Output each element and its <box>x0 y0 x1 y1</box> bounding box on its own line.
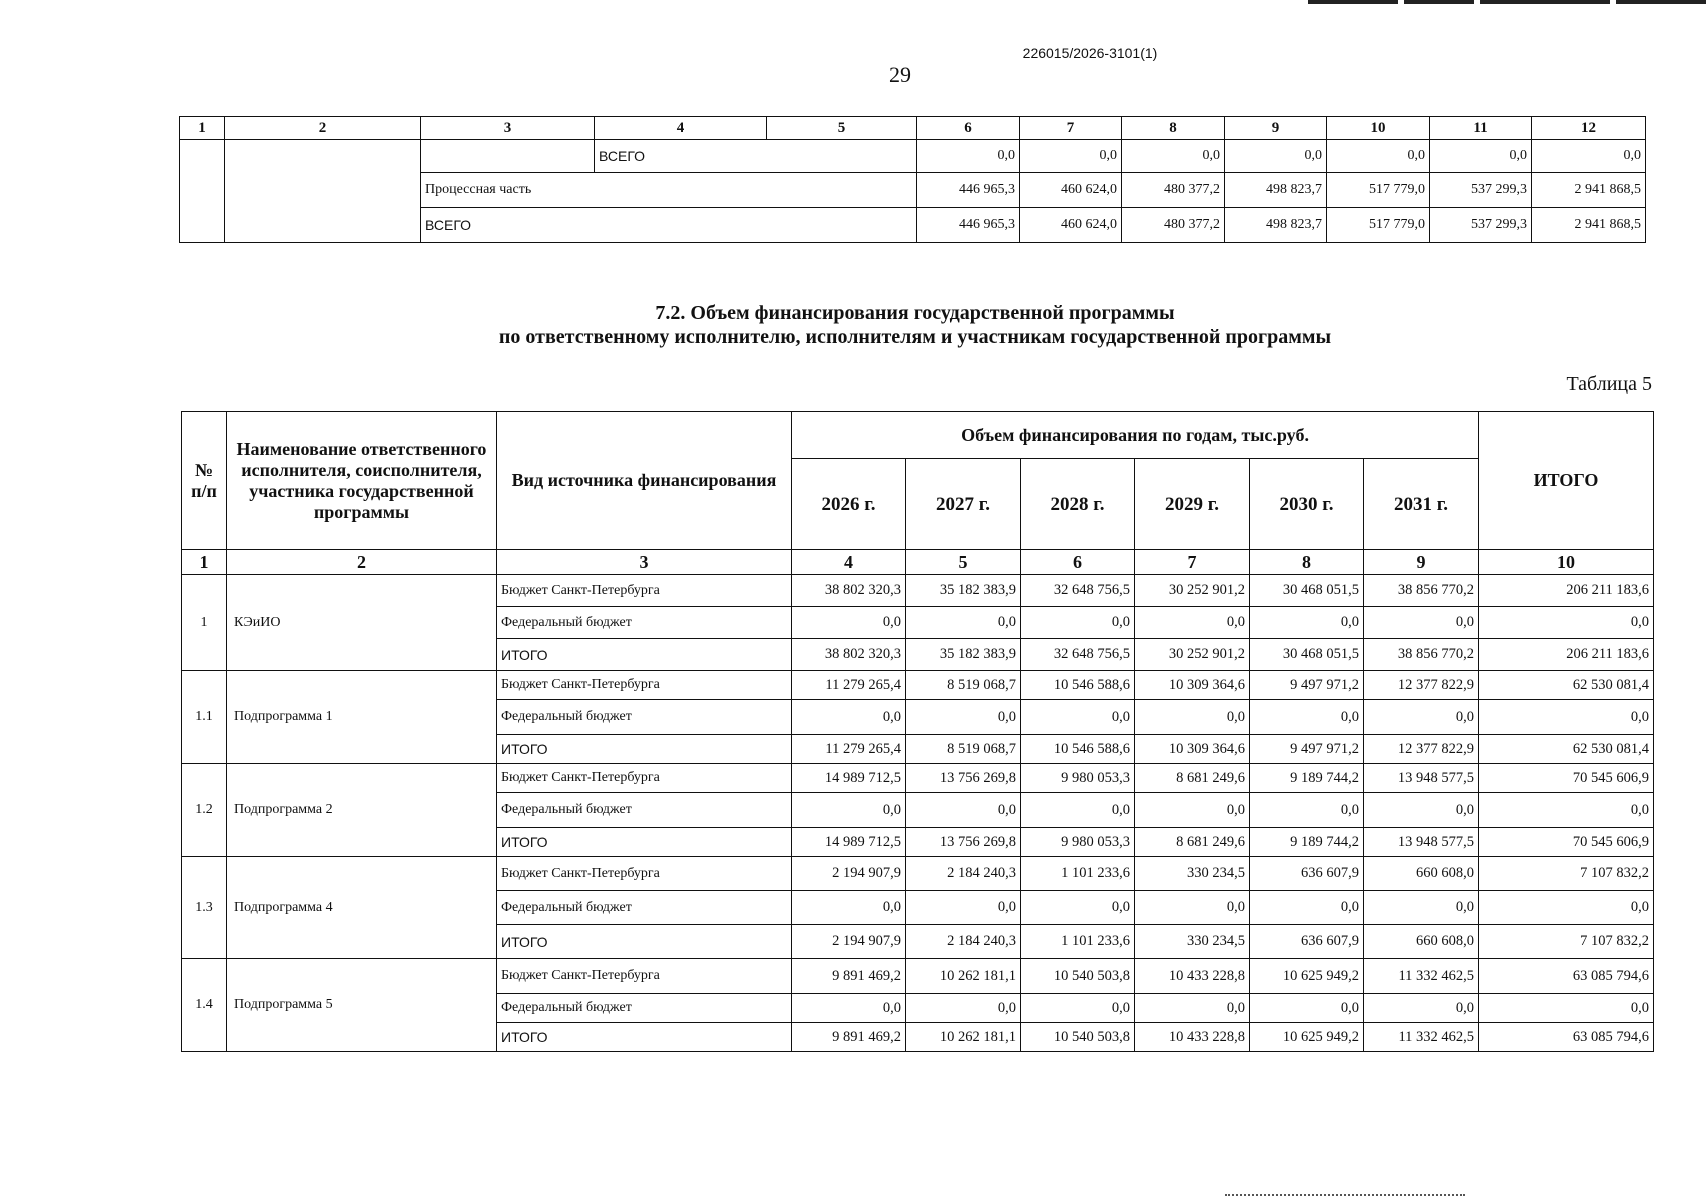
value-cell: 10 625 949,2 <box>1250 959 1364 994</box>
value-cell: 8 519 068,7 <box>906 671 1021 700</box>
value-cell: 9 189 744,2 <box>1250 828 1364 857</box>
value-cell: 0,0 <box>1122 140 1225 173</box>
empty-cell <box>225 140 421 243</box>
column-number: 4 <box>595 117 767 140</box>
value-cell: 14 989 712,5 <box>792 828 906 857</box>
value-cell: 9 891 469,2 <box>792 959 906 994</box>
column-number: 12 <box>1532 117 1646 140</box>
total-cell: 0,0 <box>1479 700 1654 735</box>
header-total: ИТОГО <box>1479 412 1654 550</box>
value-cell: 13 756 269,8 <box>906 828 1021 857</box>
value-cell: 13 948 577,5 <box>1364 764 1479 793</box>
value-cell: 2 941 868,5 <box>1532 173 1646 208</box>
table-label: Таблица 5 <box>1566 373 1652 395</box>
value-cell: 30 468 051,5 <box>1250 575 1364 607</box>
value-cell: 0,0 <box>1021 793 1135 828</box>
total-cell: 7 107 832,2 <box>1479 857 1654 891</box>
group-name: Подпрограмма 1 <box>227 671 497 764</box>
group-name: Подпрограмма 5 <box>227 959 497 1052</box>
source-label: Бюджет Санкт-Петербурга <box>497 857 792 891</box>
source-label: Федеральный бюджет <box>497 793 792 828</box>
table-row <box>180 140 1646 173</box>
table-row <box>182 575 1654 607</box>
value-cell: 0,0 <box>906 700 1021 735</box>
value-cell: 10 540 503,8 <box>1021 1023 1135 1052</box>
value-cell: 0,0 <box>1225 140 1327 173</box>
column-number: 4 <box>792 550 906 575</box>
source-label: Федеральный бюджет <box>497 891 792 925</box>
value-cell: 38 856 770,2 <box>1364 639 1479 671</box>
value-cell: 30 252 901,2 <box>1135 575 1250 607</box>
value-cell: 0,0 <box>1021 994 1135 1023</box>
page-number: 29 <box>889 62 911 87</box>
value-cell: 10 262 181,1 <box>906 1023 1021 1052</box>
total-cell: 0,0 <box>1479 607 1654 639</box>
year-2030: 2030 г. <box>1250 459 1364 550</box>
value-cell: 9 497 971,2 <box>1250 735 1364 764</box>
value-cell: 32 648 756,5 <box>1021 639 1135 671</box>
value-cell: 0,0 <box>792 994 906 1023</box>
value-cell: 13 948 577,5 <box>1364 828 1479 857</box>
value-cell: 0,0 <box>1250 891 1364 925</box>
total-cell: 0,0 <box>1479 994 1654 1023</box>
value-cell: 0,0 <box>1135 607 1250 639</box>
value-cell: 0,0 <box>1364 607 1479 639</box>
value-cell: 13 756 269,8 <box>906 764 1021 793</box>
column-number-row <box>180 117 1646 140</box>
value-cell: 0,0 <box>1250 994 1364 1023</box>
source-label: Бюджет Санкт-Петербурга <box>497 764 792 793</box>
value-cell: 517 779,0 <box>1327 208 1430 243</box>
group-name: Подпрограмма 2 <box>227 764 497 857</box>
value-cell: 446 965,3 <box>917 173 1020 208</box>
value-cell: 0,0 <box>1364 700 1479 735</box>
year-2029: 2029 г. <box>1135 459 1250 550</box>
value-cell: 38 802 320,3 <box>792 575 906 607</box>
value-cell: 0,0 <box>1364 891 1479 925</box>
value-cell: 10 433 228,8 <box>1135 1023 1250 1052</box>
value-cell: 2 184 240,3 <box>906 857 1021 891</box>
value-cell: 10 625 949,2 <box>1250 1023 1364 1052</box>
group-subprogram-4 <box>182 857 1654 959</box>
year-2028: 2028 г. <box>1021 459 1135 550</box>
column-number: 3 <box>497 550 792 575</box>
value-cell: 0,0 <box>792 607 906 639</box>
group-subprogram-5 <box>182 959 1654 1052</box>
column-number: 5 <box>906 550 1021 575</box>
value-cell: 9 497 971,2 <box>1250 671 1364 700</box>
row-label: Процессная часть <box>421 173 917 208</box>
table-row <box>182 857 1654 891</box>
value-cell: 0,0 <box>792 700 906 735</box>
value-cell: 0,0 <box>1250 793 1364 828</box>
total-cell: 62 530 081,4 <box>1479 735 1654 764</box>
header-name: Наименование ответственного исполнителя, соисполнителя, участника государственной программы <box>227 412 497 550</box>
value-cell: 1 101 233,6 <box>1021 925 1135 959</box>
table-row <box>182 764 1654 793</box>
total-cell: 206 211 183,6 <box>1479 639 1654 671</box>
value-cell: 480 377,2 <box>1122 208 1225 243</box>
value-cell: 32 648 756,5 <box>1021 575 1135 607</box>
value-cell: 2 184 240,3 <box>906 925 1021 959</box>
column-number: 10 <box>1479 550 1654 575</box>
value-cell: 10 262 181,1 <box>906 959 1021 994</box>
source-label: Федеральный бюджет <box>497 607 792 639</box>
total-cell: 63 085 794,6 <box>1479 1023 1654 1052</box>
value-cell: 8 681 249,6 <box>1135 764 1250 793</box>
value-cell: 0,0 <box>1020 140 1122 173</box>
value-cell: 636 607,9 <box>1250 925 1364 959</box>
value-cell: 330 234,5 <box>1135 925 1250 959</box>
column-number: 5 <box>767 117 917 140</box>
value-cell: 0,0 <box>1135 891 1250 925</box>
value-cell: 2 941 868,5 <box>1532 208 1646 243</box>
scan-bottom-marks <box>1225 1194 1465 1202</box>
total-cell: 206 211 183,6 <box>1479 575 1654 607</box>
value-cell: 0,0 <box>792 891 906 925</box>
group-index: 1.1 <box>182 671 227 764</box>
value-cell: 517 779,0 <box>1327 173 1430 208</box>
column-number: 1 <box>182 550 227 575</box>
value-cell: 30 468 051,5 <box>1250 639 1364 671</box>
value-cell: 446 965,3 <box>917 208 1020 243</box>
value-cell: 0,0 <box>1250 607 1364 639</box>
column-number: 9 <box>1364 550 1479 575</box>
header-num: № п/п <box>182 412 227 550</box>
value-cell: 0,0 <box>1135 700 1250 735</box>
column-number: 9 <box>1225 117 1327 140</box>
group-subprogram-1 <box>182 671 1654 764</box>
column-number: 6 <box>1021 550 1135 575</box>
column-number: 2 <box>225 117 421 140</box>
value-cell: 480 377,2 <box>1122 173 1225 208</box>
value-cell: 11 332 462,5 <box>1364 1023 1479 1052</box>
value-cell: 0,0 <box>1364 994 1479 1023</box>
group-index: 1.4 <box>182 959 227 1052</box>
value-cell: 8 681 249,6 <box>1135 828 1250 857</box>
value-cell: 10 433 228,8 <box>1135 959 1250 994</box>
value-cell: 11 279 265,4 <box>792 735 906 764</box>
source-label: ИТОГО <box>497 639 792 671</box>
value-cell: 0,0 <box>1364 793 1479 828</box>
value-cell: 660 608,0 <box>1364 857 1479 891</box>
value-cell: 0,0 <box>1532 140 1646 173</box>
column-number: 1 <box>180 117 225 140</box>
value-cell: 8 519 068,7 <box>906 735 1021 764</box>
value-cell: 537 299,3 <box>1430 208 1532 243</box>
value-cell: 11 332 462,5 <box>1364 959 1479 994</box>
value-cell: 12 377 822,9 <box>1364 671 1479 700</box>
value-cell: 0,0 <box>1021 891 1135 925</box>
group-name: Подпрограмма 4 <box>227 857 497 959</box>
value-cell: 0,0 <box>792 793 906 828</box>
value-cell: 460 624,0 <box>1020 208 1122 243</box>
value-cell: 35 182 383,9 <box>906 639 1021 671</box>
value-cell: 537 299,3 <box>1430 173 1532 208</box>
column-number: 6 <box>917 117 1020 140</box>
total-cell: 62 530 081,4 <box>1479 671 1654 700</box>
value-cell: 9 189 744,2 <box>1250 764 1364 793</box>
table-row <box>182 959 1654 994</box>
table-row <box>182 671 1654 700</box>
value-cell: 14 989 712,5 <box>792 764 906 793</box>
group-name: КЭиИО <box>227 575 497 671</box>
column-number: 7 <box>1135 550 1250 575</box>
group-index: 1 <box>182 575 227 671</box>
section-title-line-2: по ответственному исполнителю, исполнителям и участникам государственной программы <box>498 326 1332 348</box>
value-cell: 660 608,0 <box>1364 925 1479 959</box>
source-label: Бюджет Санкт-Петербурга <box>497 575 792 607</box>
empty-cell <box>421 140 595 173</box>
column-number: 8 <box>1250 550 1364 575</box>
total-cell: 7 107 832,2 <box>1479 925 1654 959</box>
value-cell: 498 823,7 <box>1225 173 1327 208</box>
value-cell: 636 607,9 <box>1250 857 1364 891</box>
value-cell: 38 856 770,2 <box>1364 575 1479 607</box>
value-cell: 498 823,7 <box>1225 208 1327 243</box>
year-2031: 2031 г. <box>1364 459 1479 550</box>
value-cell: 0,0 <box>1021 607 1135 639</box>
group-index: 1.3 <box>182 857 227 959</box>
group-keiio <box>182 575 1654 671</box>
value-cell: 0,0 <box>1327 140 1430 173</box>
column-number: 7 <box>1020 117 1122 140</box>
row-label: ВСЕГО <box>421 208 917 243</box>
document-number: 226015/2026-3101(1) <box>1022 45 1158 61</box>
value-cell: 38 802 320,3 <box>792 639 906 671</box>
column-number: 2 <box>227 550 497 575</box>
value-cell: 9 891 469,2 <box>792 1023 906 1052</box>
value-cell: 0,0 <box>1135 994 1250 1023</box>
value-cell: 330 234,5 <box>1135 857 1250 891</box>
column-number: 10 <box>1327 117 1430 140</box>
empty-cell <box>180 140 225 243</box>
value-cell: 9 980 053,3 <box>1021 828 1135 857</box>
value-cell: 12 377 822,9 <box>1364 735 1479 764</box>
scan-top-marks <box>1226 0 1706 6</box>
column-number: 11 <box>1430 117 1532 140</box>
total-cell: 63 085 794,6 <box>1479 959 1654 994</box>
group-index: 1.2 <box>182 764 227 857</box>
header-row <box>182 412 1654 459</box>
source-label: Федеральный бюджет <box>497 994 792 1023</box>
value-cell: 0,0 <box>906 607 1021 639</box>
total-cell: 70 545 606,9 <box>1479 828 1654 857</box>
value-cell: 10 309 364,6 <box>1135 671 1250 700</box>
section-title-line-1: 7.2. Объем финансирования государственной программы <box>655 302 1175 324</box>
source-label: Бюджет Санкт-Петербурга <box>497 959 792 994</box>
value-cell: 35 182 383,9 <box>906 575 1021 607</box>
value-cell: 2 194 907,9 <box>792 925 906 959</box>
value-cell: 10 546 588,6 <box>1021 671 1135 700</box>
value-cell: 30 252 901,2 <box>1135 639 1250 671</box>
header-volume: Объем финансирования по годам, тыс.руб. <box>792 412 1479 459</box>
value-cell: 460 624,0 <box>1020 173 1122 208</box>
value-cell: 0,0 <box>1021 700 1135 735</box>
column-number: 8 <box>1122 117 1225 140</box>
group-subprogram-2 <box>182 764 1654 857</box>
total-cell: 70 545 606,9 <box>1479 764 1654 793</box>
value-cell: 0,0 <box>1135 793 1250 828</box>
value-cell: 0,0 <box>906 891 1021 925</box>
source-label: ИТОГО <box>497 925 792 959</box>
column-number-row <box>182 550 1654 575</box>
header-source: Вид источника финансирования <box>497 412 792 550</box>
row-label: ВСЕГО <box>595 140 917 173</box>
value-cell: 0,0 <box>906 994 1021 1023</box>
value-cell: 2 194 907,9 <box>792 857 906 891</box>
source-label: Федеральный бюджет <box>497 700 792 735</box>
column-number: 3 <box>421 117 595 140</box>
source-label: ИТОГО <box>497 828 792 857</box>
continuation-table <box>179 116 1646 243</box>
value-cell: 1 101 233,6 <box>1021 857 1135 891</box>
value-cell: 10 309 364,6 <box>1135 735 1250 764</box>
total-cell: 0,0 <box>1479 891 1654 925</box>
total-cell: 0,0 <box>1479 793 1654 828</box>
value-cell: 10 540 503,8 <box>1021 959 1135 994</box>
value-cell: 0,0 <box>917 140 1020 173</box>
source-label: ИТОГО <box>497 735 792 764</box>
value-cell: 9 980 053,3 <box>1021 764 1135 793</box>
financing-table <box>181 411 1654 1052</box>
year-2026: 2026 г. <box>792 459 906 550</box>
value-cell: 0,0 <box>1250 700 1364 735</box>
value-cell: 0,0 <box>906 793 1021 828</box>
source-label: Бюджет Санкт-Петербурга <box>497 671 792 700</box>
value-cell: 0,0 <box>1430 140 1532 173</box>
year-2027: 2027 г. <box>906 459 1021 550</box>
value-cell: 11 279 265,4 <box>792 671 906 700</box>
value-cell: 10 546 588,6 <box>1021 735 1135 764</box>
source-label: ИТОГО <box>497 1023 792 1052</box>
